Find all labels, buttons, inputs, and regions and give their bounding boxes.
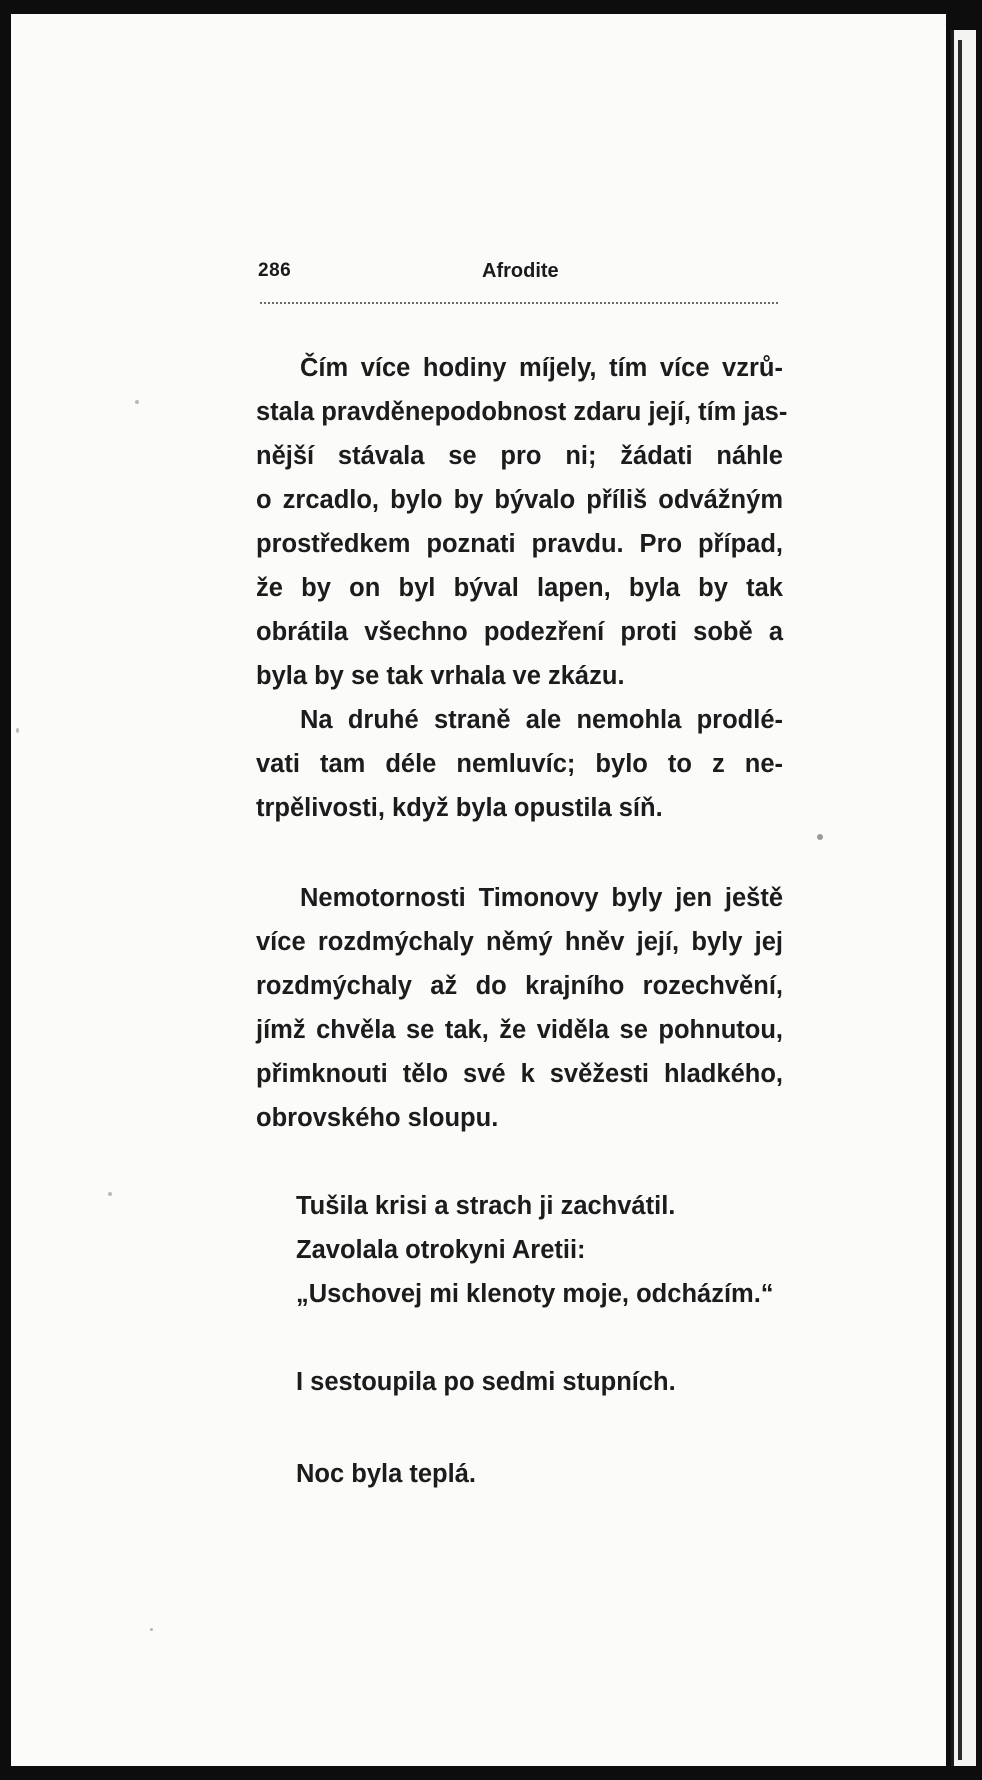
text-line: obrátila všechno podezření proti sobě a xyxy=(256,618,783,646)
text-line: „Uschovej mi klenoty moje, odcházím.“ xyxy=(296,1280,774,1308)
text-line: Nemotornosti Timonovy byly jen ještě xyxy=(300,884,783,912)
running-title: Afrodite xyxy=(482,260,559,282)
paper-speck xyxy=(16,728,19,733)
text-line: obrovského sloupu. xyxy=(256,1104,499,1132)
paper-speck xyxy=(108,1192,112,1196)
text-line: trpělivosti, když byla opustila síň. xyxy=(256,794,663,822)
page-edge-shadow xyxy=(958,40,962,1760)
paragraph-2 xyxy=(256,876,783,1140)
text-line: prostředkem poznati pravdu. Pro případ, xyxy=(256,530,783,558)
text-line: stala pravděnepodobnost zdaru její, tím jas- xyxy=(256,398,788,426)
page-edge xyxy=(951,30,976,1766)
header-rule xyxy=(260,302,778,304)
paragraph-1 xyxy=(256,346,788,830)
closing-line-1: I sestoupila po sedmi stupních. xyxy=(296,1368,676,1396)
text-line: Zavolala otrokyni Aretii: xyxy=(296,1236,586,1264)
text-line: že by on byl býval lapen, byla by tak xyxy=(256,574,783,602)
text-line: byla by se tak vrhala ve zkázu. xyxy=(256,662,625,690)
page-header xyxy=(258,260,788,290)
text-line: rozdmýchaly až do krajního rozechvění, xyxy=(256,972,783,1000)
text-line: o zrcadlo, bylo by bývalo příliš odvážným xyxy=(256,486,783,514)
paper-speck xyxy=(135,400,139,404)
text-line: Na druhé straně ale nemohla prodlé- xyxy=(300,706,783,734)
page-number: 286 xyxy=(258,260,292,281)
paper-speck xyxy=(817,834,823,840)
text-line: vati tam déle nemluvíc; bylo to z ne- xyxy=(256,750,783,778)
paper-speck xyxy=(150,1628,153,1631)
text-line: nější stávala se pro ni; žádati náhle xyxy=(256,442,783,470)
text-line: přimknouti tělo své k svěžesti hladkého, xyxy=(256,1060,783,1088)
text-line: více rozdmýchaly němý hněv její, byly jej xyxy=(256,928,783,956)
closing-line-2: Noc byla teplá. xyxy=(296,1460,476,1488)
verse-block xyxy=(296,1184,786,1316)
text-line: jímž chvěla se tak, že viděla se pohnutou, xyxy=(256,1016,783,1044)
text-line: Tušila krisi a strach ji zachvátil. xyxy=(296,1192,676,1220)
text-line: Čím více hodiny míjely, tím více vzrů- xyxy=(300,354,783,382)
